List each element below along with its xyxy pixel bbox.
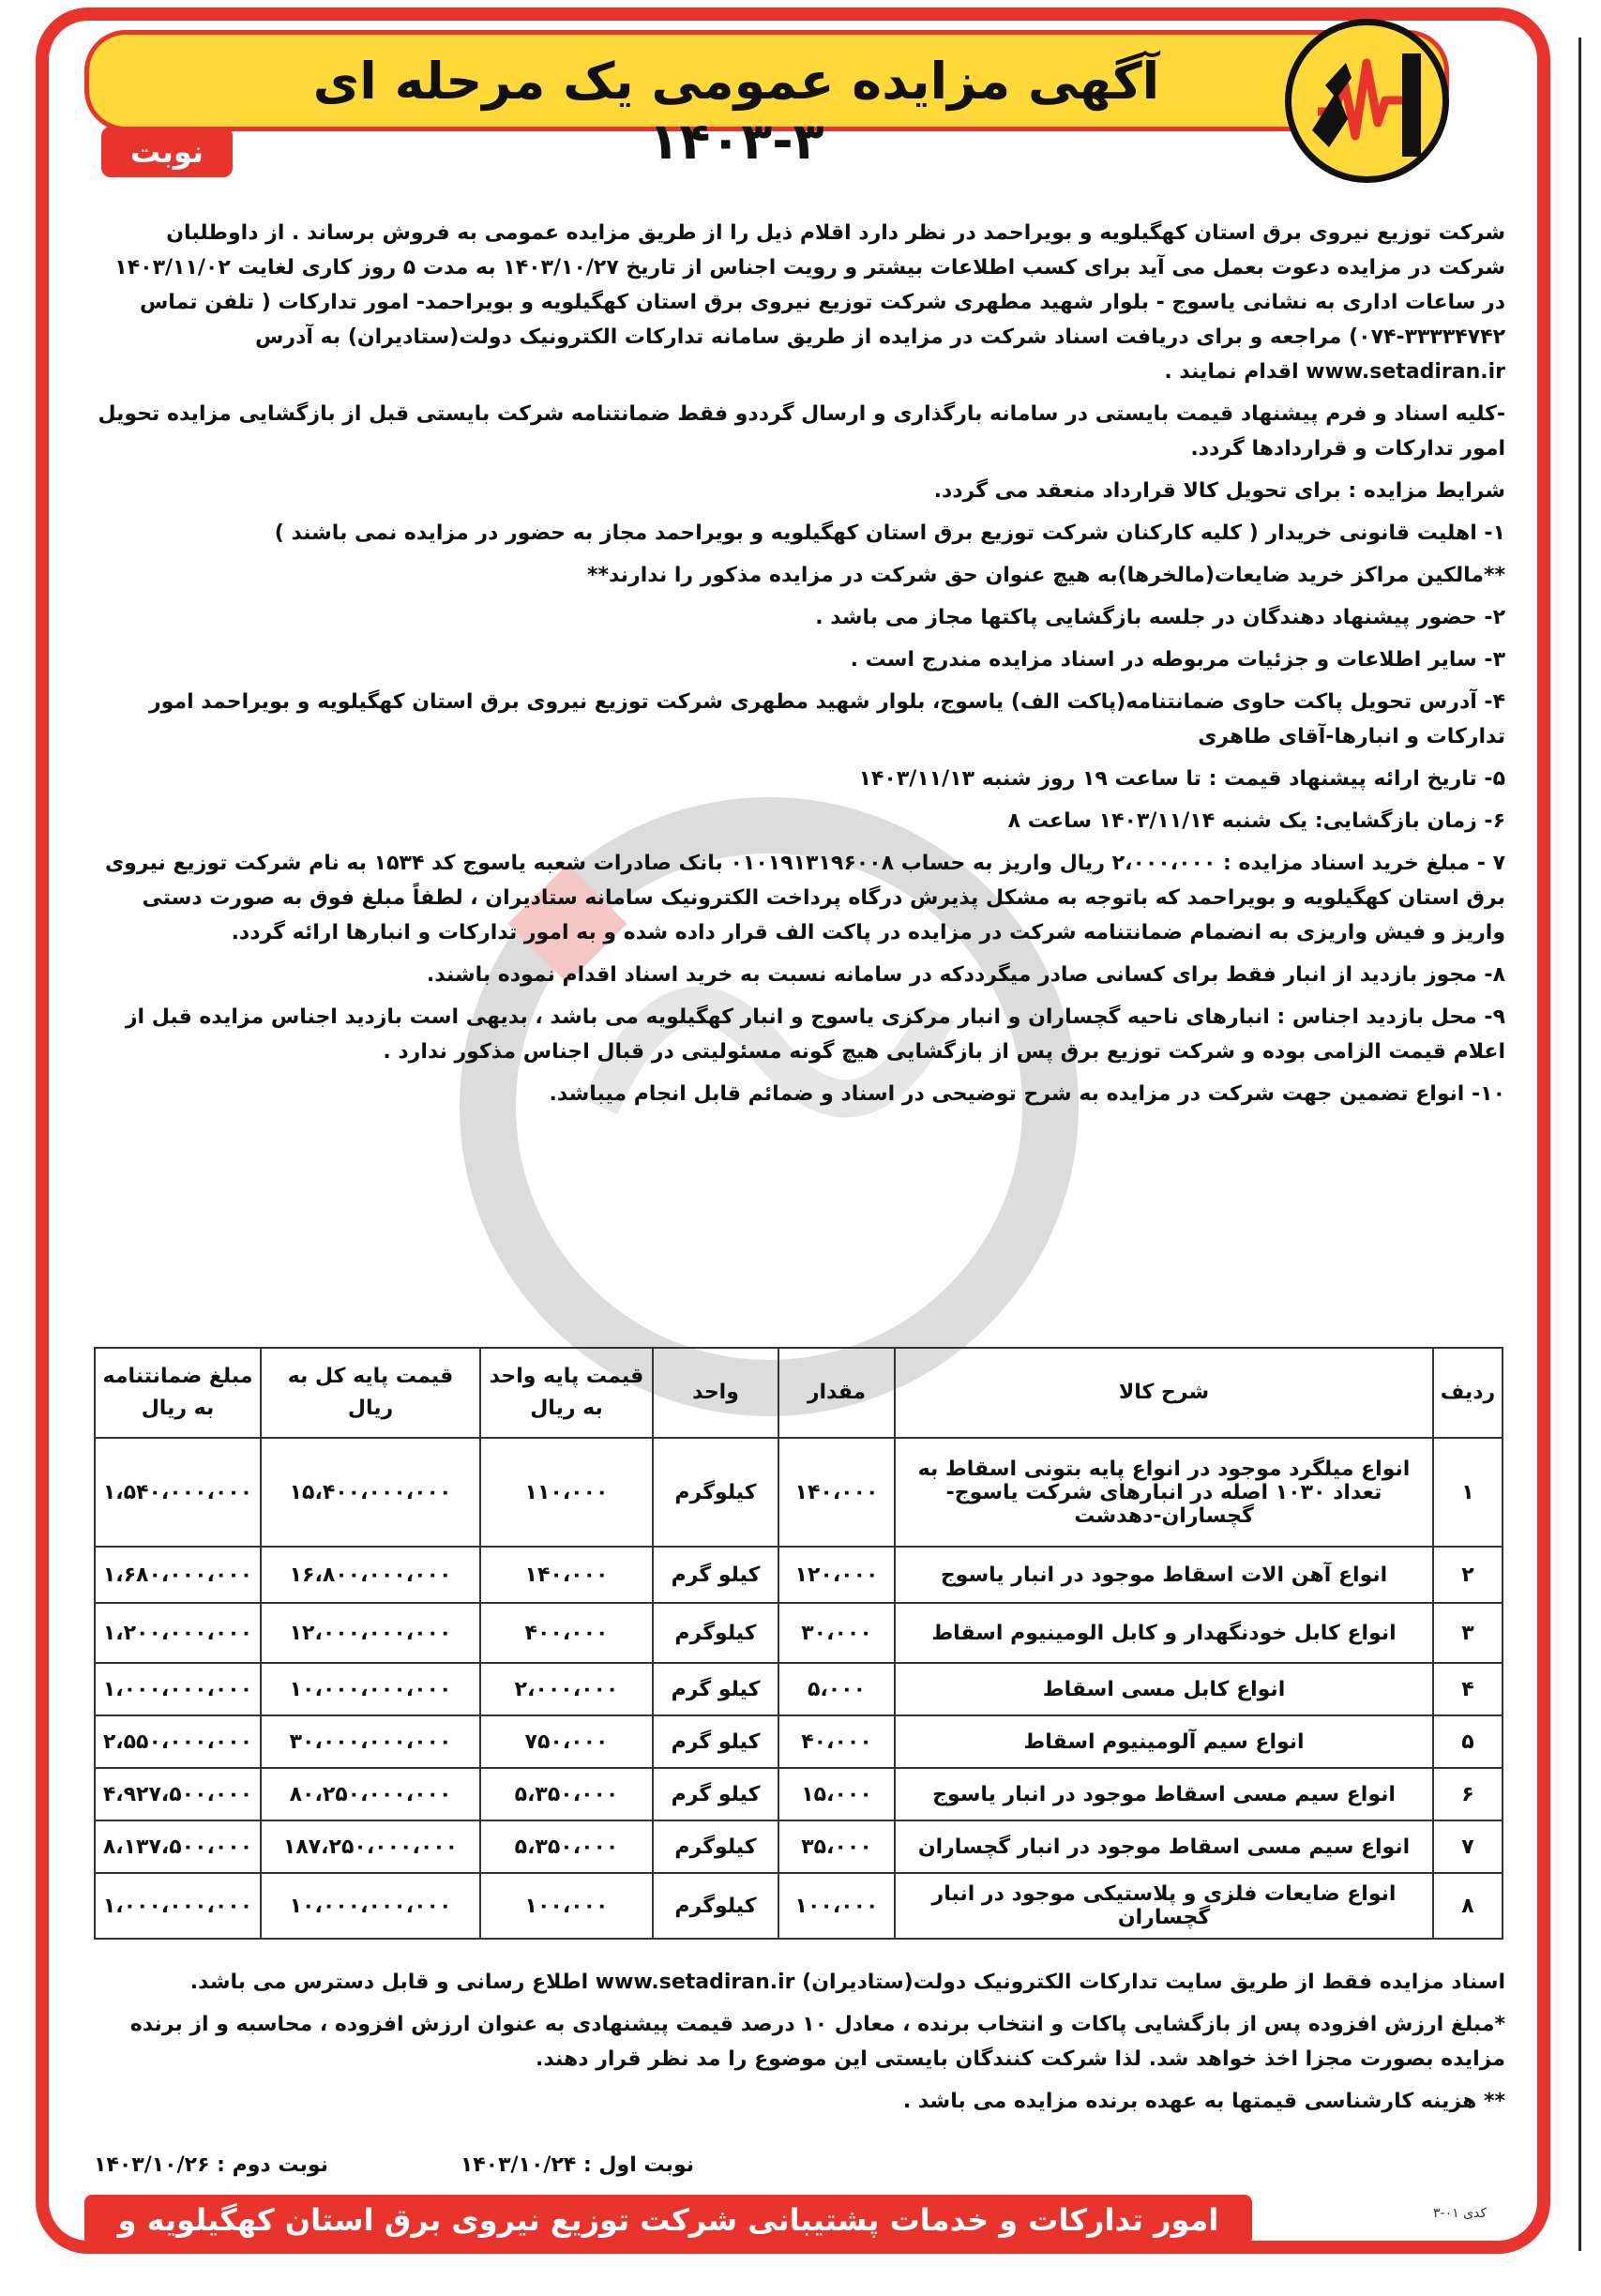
first-publication-date: نوبت اول : ۱۴۰۳/۱۰/۲۴: [460, 2153, 694, 2177]
condition-item: ۲- حضور پیشنهاد دهندگان در جلسه بازگشایی پاکتها مجاز می باشد .: [815, 606, 1505, 629]
table-row: ۸ انواع ضایعات فلزی و پلاستیکی موجود در انبار گچساران ۱۰۰،۰۰۰ کیلوگرم ۱۰۰،۰۰۰ ۱۰،۰۰۰،۰۰۰،۰۰۰ ۱،۰۰۰،۰۰۰،۰۰۰: [95, 1873, 1503, 1939]
condition-item: شرایط مزایده : برای تحویل کالا قرارداد منعقد می گردد.: [933, 479, 1505, 503]
table-row: ۳ انواع کابل خودنگهدار و کابل الومینیوم اسقاط ۳۰،۰۰۰ کیلوگرم ۴۰۰،۰۰۰ ۱۲،۰۰۰،۰۰۰،۰۰۰ ۱،۲۰۰،۰۰۰،۰۰۰: [95, 1603, 1503, 1663]
table-header-row: [95, 1348, 1503, 1438]
setadiran-link[interactable]: www.setadiran.ir: [595, 1971, 795, 1994]
condition-item: ۵- تاریخ ارائه پیشنهاد قیمت : تا ساعت ۱۹ روز شنبه ۱۴۰۳/۱۱/۱۳: [858, 767, 1505, 791]
col-header-description: شرح کالا: [895, 1348, 1433, 1438]
second-publication-date: نوبت دوم : ۱۴۰۳/۱۰/۲۶: [94, 2153, 328, 2177]
footer-notes: [94, 1965, 1505, 2126]
table-row: ۶ انواع سیم مسی اسقاط موجود در انبار یاسوج ۱۵،۰۰۰ کیلو گرم ۵،۳۵۰،۰۰۰ ۸۰،۲۵۰،۰۰۰،۰۰۰ ۴،۹۲۷،۵۰۰،۰۰۰: [95, 1768, 1503, 1820]
items-table: [94, 1347, 1503, 1940]
department-banner: امور تدارکات و خدمات پشتیبانی شرکت توزیع نیروی برق استان کهگیلویه و بویراحمد: [84, 2195, 1252, 2245]
table-row: ۱ انواع میلگرد موجود در انواع پایه بتونی اسقاط به تعداد ۱۰۳۰ اصله در انبارهای شرکت یاسوج-گچساران-دهدشت ۱۴۰،۰۰۰ کیلوگرم ۱۱۰،۰۰۰ ۱۵،۴۰۰،۰۰۰،۰۰۰ ۱،۵۴۰،۰۰۰،۰۰۰: [95, 1438, 1503, 1547]
title-banner: [84, 30, 1449, 171]
condition-item: ۱- اهلیت قانونی خریدار ( کلیه کارکنان شرکت توزیع برق استان کهگیلویه و بویراحمد مجاز به حضور در مزایده نمی باشند ): [274, 521, 1505, 545]
condition-item: ۳- سایر اطلاعات و جزئیات مربوطه در اسناد مزایده مندرج است .: [850, 648, 1505, 672]
condition-item: ۶- زمان بازگشایی: یک شنبه ۱۴۰۳/۱۱/۱۴ ساعت ۸: [1007, 809, 1505, 833]
col-header-guarantee: مبلغ ضمانتنامه به ریال: [95, 1348, 261, 1438]
condition-item: ۷ - مبلغ خرید اسناد مزایده : ۲،۰۰۰،۰۰۰ ریال واریز به حساب ۰۱۰۱۹۱۳۱۹۶۰۰۸ بانک صادرات شعبه یاسوج کد ۱۵۳۴ به نام شرکت توزیع نیروی برق استان کهگیلویه و بویراحمد که باتوجه به مشکل پذیرش درگاه پرداخت الکترونیک سامانه ستادیران ، لطفاً مبلغ فوق به صورت دستی واریز و فیش واریزی به انضمام ضمانتنامه شرکت در مزایده در پاکت الف قرار داده شده و به امور تدارکات و انبارها ارائه گردد.: [104, 852, 1505, 944]
page-edge-line: [1578, 38, 1581, 2251]
condition-item: ۱۰- انواع تضمین جهت شرکت در مزایده به شرح توضیحی در اسناد و ضمائم قابل انجام میباشد.: [549, 1082, 1505, 1106]
publication-dates: [94, 2153, 694, 2191]
condition-item: ۴- آدرس تحویل پاکت حاوی ضمانتنامه(پاکت الف) یاسوج، بلوار شهید مطهری شرکت توزیع نیروی برق استان کهگیلویه و بویراحمد امور تدارکات و انبارها-آقای طاهری: [148, 690, 1505, 748]
table-row: ۲ انواع آهن الات اسقاط موجود در انبار یاسوج ۱۲۰،۰۰۰ کیلو گرم ۱۴۰،۰۰۰ ۱۶،۸۰۰،۰۰۰،۰۰۰ ۱،۶۸۰،۰۰۰،۰۰۰: [95, 1547, 1503, 1603]
intro-paragraph: شرکت توزیع نیروی برق استان کهگیلویه و بویراحمد در نظر دارد اقلام ذیل را از طریق مزایده عمومی به فروش برساند . از داوطلبان شرکت در مزایده دعوت بعمل می آید برای کسب اطلاعات بیشتر و رویت اجناس از تاریخ ۱۴۰۳/۱۰/۲۷ به مدت ۵ روز کاری لغایت ۱۴۰۳/۱۱/۰۲ در ساعات اداری به نشانی یاسوج - بلوار شهید مطهری شرکت توزیع نیروی برق استان کهگیلویه و بویراحمد- امور تدارکات ( تلفن تماس ۳۳۳۳۴۷۴۲-۰۷۴) مراجعه و برای دریافت اسناد شرکت در مزایده از طریق سامانه تدارکات الکترونیک دولت(ستادیران) به آدرس www.setadiran.ir اقدام نمایند .: [114, 221, 1505, 384]
documents-note: اسناد مزایده فقط از طریق سایت تدارکات الکترونیک دولت(ستادیران) www.setadiran.ir اطلاع رسانی و قابل دسترس می باشد.: [189, 1971, 1505, 1994]
page-title: آگهی مزایده عمومی یک مرحله ای ۳-۱۴۰۳: [312, 52, 1160, 171]
condition-item: ۸- مجوز بازدید از انبار فقط برای کسانی صادر میگرددکه در سامانه نسبت به خرید اسناد اقدام نموده باشند.: [426, 963, 1505, 987]
col-header-unit: واحد: [653, 1348, 778, 1438]
condition-item: ۹- محل بازدید اجناس : انبارهای ناحیه گچساران و انبار مرکزی یاسوج و انبار کهگیلویه می باشد ، بدیهی است بازدید اجناس مزایده قبل از اعلام قیمت الزامی بوده و شرکت توزیع برق پس از بازگشایی هیچ گونه مسئولیتی در قبال اجناس مذکور ندارد .: [125, 1005, 1505, 1064]
col-header-unit-price: قیمت پایه واحد به ریال: [480, 1348, 653, 1438]
vat-note: *مبلغ ارزش افزوده پس از بازگشایی پاکات و انتخاب برنده ، معادل ۱۰ درصد قیمت پیشنهادی به عنوان ارزش افزوده ، محاسبه و از برنده مزایده بصورت مجزا اخذ خواهد شد. لذا شرکت کنندگان بایستی این موضوع را مد نظر قرار دهند.: [129, 2013, 1505, 2071]
announcement-body: [94, 216, 1505, 1119]
col-header-row-number: ردیف: [1433, 1348, 1503, 1438]
table-row: ۴ انواع کابل مسی اسقاط ۵،۰۰۰ کیلو گرم ۲،۰۰۰،۰۰۰ ۱۰،۰۰۰،۰۰۰،۰۰۰ ۱،۰۰۰،۰۰۰،۰۰۰: [95, 1663, 1503, 1715]
table-row: ۷ انواع سیم مسی اسقاط موجود در انبار گچساران ۳۵،۰۰۰ کیلوگرم ۵،۳۵۰،۰۰۰ ۱۸۷،۲۵۰،۰۰۰،۰۰۰ ۸،۱۳۷،۵۰۰،۰۰۰: [95, 1820, 1503, 1873]
col-header-quantity: مقدار: [778, 1348, 895, 1438]
table-row: ۵ انواع سیم آلومینیوم اسقاط ۴۰،۰۰۰ کیلو گرم ۷۵۰،۰۰۰ ۳۰،۰۰۰،۰۰۰،۰۰۰ ۲،۵۵۰،۰۰۰،۰۰۰: [95, 1715, 1503, 1768]
company-logo-icon: [1285, 19, 1449, 183]
condition-item: **مالکین مراکز خرید ضایعات(مالخرها)به هیچ عنوان حق شرکت در مزایده مذکور را ندارند**: [587, 564, 1505, 587]
document-code: کدی ۰۱-۳: [1433, 2206, 1488, 2221]
col-header-total-price: قیمت پایه کل به ریال: [261, 1348, 480, 1438]
submission-note: -کلیه اسناد و فرم پیشنهاد قیمت بایستی در سامانه بارگذاری و ارسال گرددو فقط ضمانتنامه شرکت بایستی قبل از بازگشایی مزایده تحویل امور تدارکات و قراردادها گردد.: [98, 402, 1505, 461]
expert-fee-note: ** هزینه کارشناسی قیمتها به عهده برنده مزایده می باشد .: [902, 2090, 1505, 2113]
setadiran-link[interactable]: www.setadiran.ir: [1306, 360, 1505, 384]
turn-badge: نوبت اول: [101, 127, 233, 177]
